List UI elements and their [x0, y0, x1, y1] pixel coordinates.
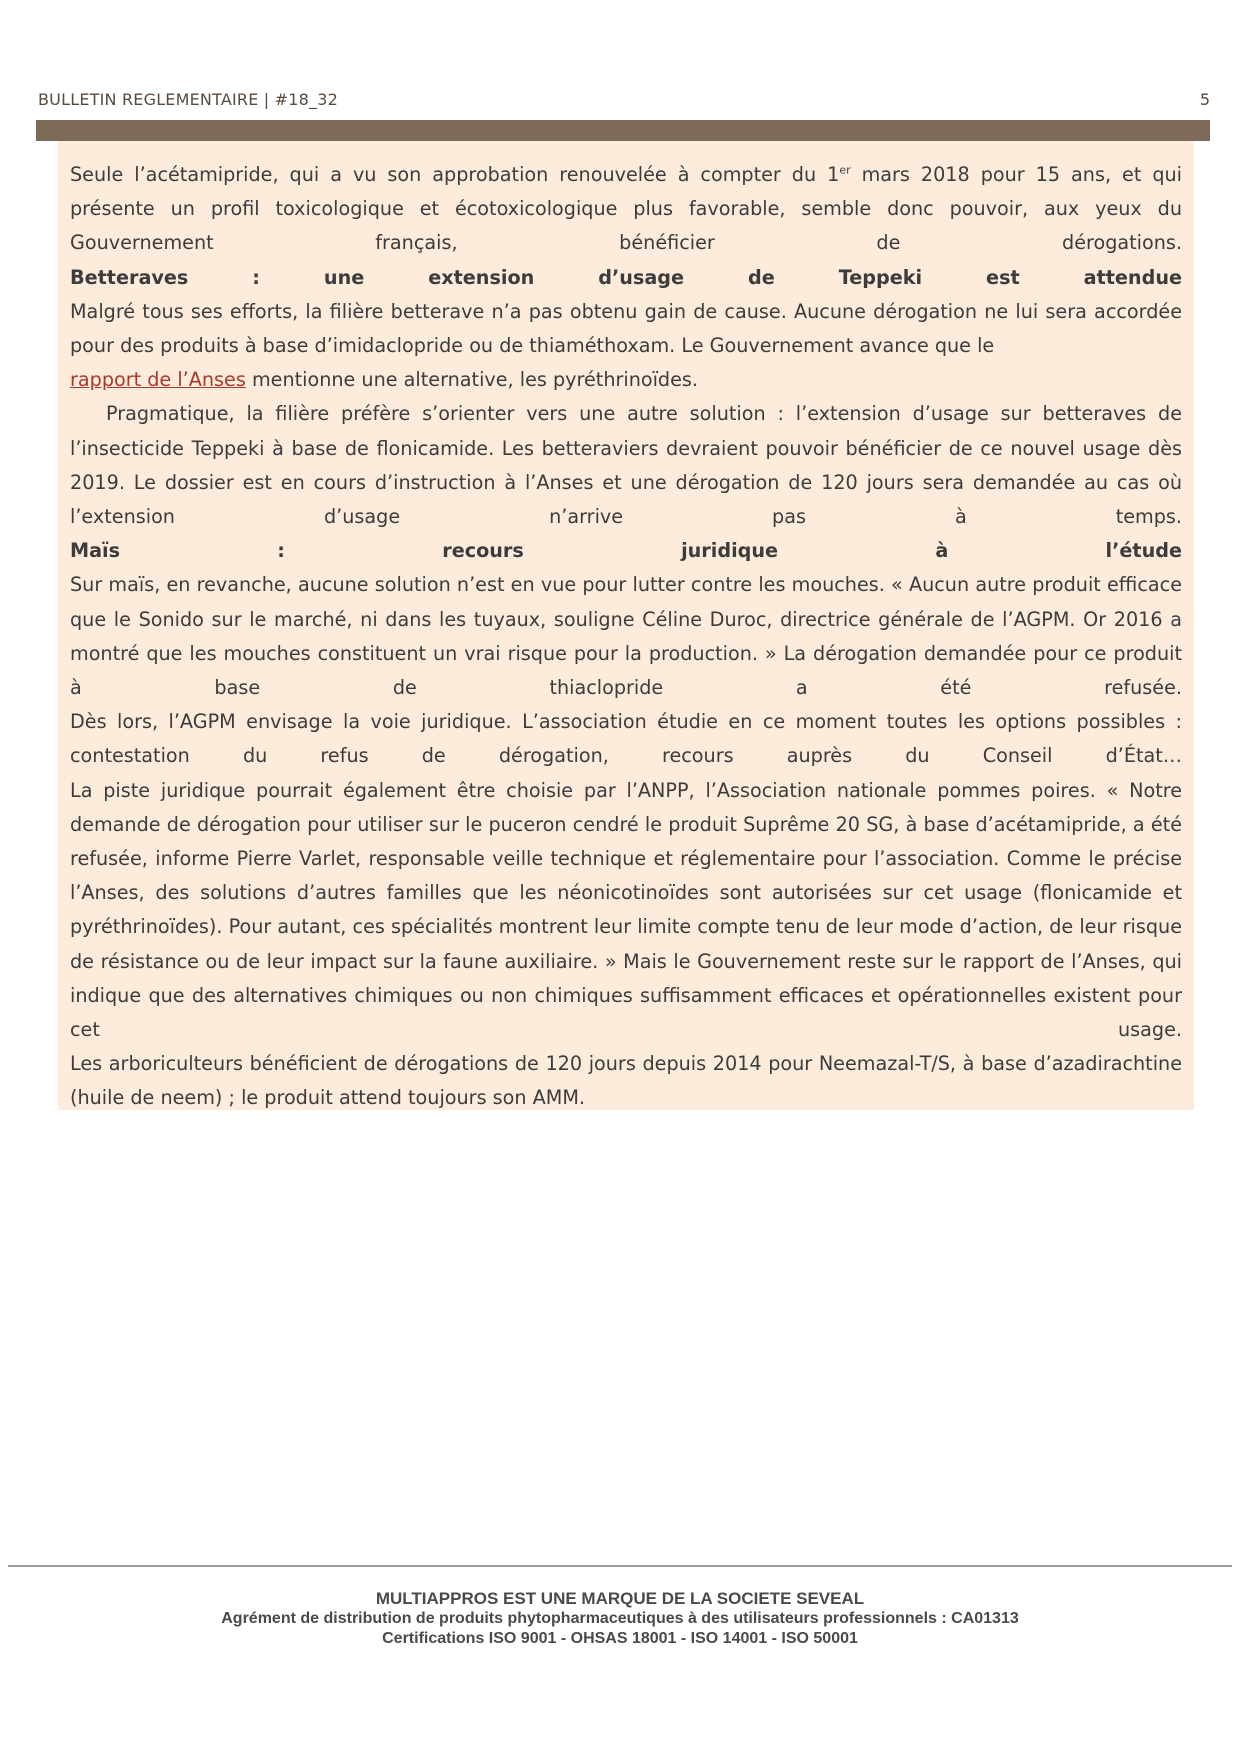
paragraph-text: mentionne une alternative, les pyréthrinoïdes. — [245, 368, 699, 392]
page-number: 5 — [1199, 90, 1210, 109]
header-bar — [36, 120, 1210, 141]
footer-agrement: Agrément de distribution de produits phytopharmaceutiques à des utilisateurs professionnels : CA01313 — [221, 1610, 1019, 1627]
superscript: er — [839, 163, 851, 177]
page-header — [38, 90, 1210, 114]
paragraph-teppeki: Pragmatique, la filière préfère s’orienter vers une autre solution : l’extension d’usage sur betteraves de l’insecticide Teppeki à base de flonicamide. Les betteraviers devraient pouvoir bénéficier de ce nouvel usage dès 2019. Le dossier est en cours d’instruction à l’Anses et une dérogation de 120 jours sera demandée au cas où l’extension d’usage n’arrive pas à temps. — [70, 402, 1182, 529]
page-footer — [0, 1588, 1240, 1649]
heading-betteraves: Betteraves : une extension d’usage de Teppeki est attendue — [70, 265, 1182, 289]
rapport-anses-link[interactable]: rapport de l’Anses — [70, 368, 246, 392]
paragraph-betteraves — [70, 295, 1182, 398]
paragraph-agpm: Dès lors, l’AGPM envisage la voie juridique. L’association étudie en ce moment toutes les options possibles : contestation du refus de dérogation, recours auprès du Conseil d’État… — [70, 710, 1182, 768]
paragraph-acetamipride — [70, 158, 1182, 261]
heading-mais: Maïs : recours juridique à l’étude — [70, 539, 1182, 563]
paragraph-text: Seule l’acétamipride, qui a vu son approbation renouvelée à compter du 1 — [70, 163, 840, 186]
paragraph-arboriculteurs: Les arboriculteurs bénéficient de dérogations de 120 jours depuis 2014 pour Neemazal-T/S, à base d’azadirachtine (huile de neem) ; le produit attend toujours son AMM. — [70, 1052, 1182, 1110]
footer-divider — [8, 1565, 1232, 1567]
article-body — [70, 158, 1182, 1116]
paragraph-mais: Sur maïs, en revanche, aucune solution n’est en vue pour lutter contre les mouches. « Aucun autre produit efficace que le Sonido sur le marché, ni dans les tuyaux, souligne Céline Duroc, directrice générale de l’AGPM. Or 2016 a montré que les mouches constituent un vrai risque pour la production. » La dérogation demandée pour ce produit à base de thiaclopride a été refusée. — [70, 573, 1182, 700]
paragraph-anpp: La piste juridique pourrait également être choisie par l’ANPP, l’Association nationale pommes poires. « Notre demande de dérogation pour utiliser sur le puceron cendré le produit Suprême 20 SG, à base d’acétamipride, a été refusée, informe Pierre Varlet, responsable veille technique et réglementaire pour l’association. Comme le précise l’Anses, des solutions d’autres familles que les néonicotinoïdes sont autorisées sur cet usage (flonicamide et pyréthrinoïdes). Pour autant, ces spécialités montrent leur limite compte tenu de leur mode d’action, de leur risque de résistance ou de leur impact sur la faune auxiliaire. » Mais le Gouvernement reste sur le rapport de l’Anses, qui indique que des alternatives chimiques ou non chimiques suffisamment efficaces et opérationnelles existent pour cet usage. — [70, 778, 1182, 1042]
footer-certifications: Certifications ISO 9001 - OHSAS 18001 - ISO 14001 - ISO 50001 — [382, 1630, 858, 1647]
paragraph-text: Malgré tous ses efforts, la filière betterave n’a pas obtenu gain de cause. Aucune dérogation ne lui sera accordée pour des produits à base d’imidaclopride ou de thiaméthoxam. Le Gouvernement avance que le — [70, 299, 1182, 358]
bulletin-title: BULLETIN REGLEMENTAIRE | #18_32 — [38, 90, 339, 109]
footer-brand: MULTIAPPROS EST UNE MARQUE DE LA SOCIETE SEVEAL — [375, 1589, 865, 1608]
paragraph-text: mars 2018 pour 15 ans, et qui présente un profil toxicologique et écotoxicologique plus favorable, semble donc pouvoir, aux yeux du Gouvernement français, bénéficier de dérogations. — [70, 163, 1182, 255]
